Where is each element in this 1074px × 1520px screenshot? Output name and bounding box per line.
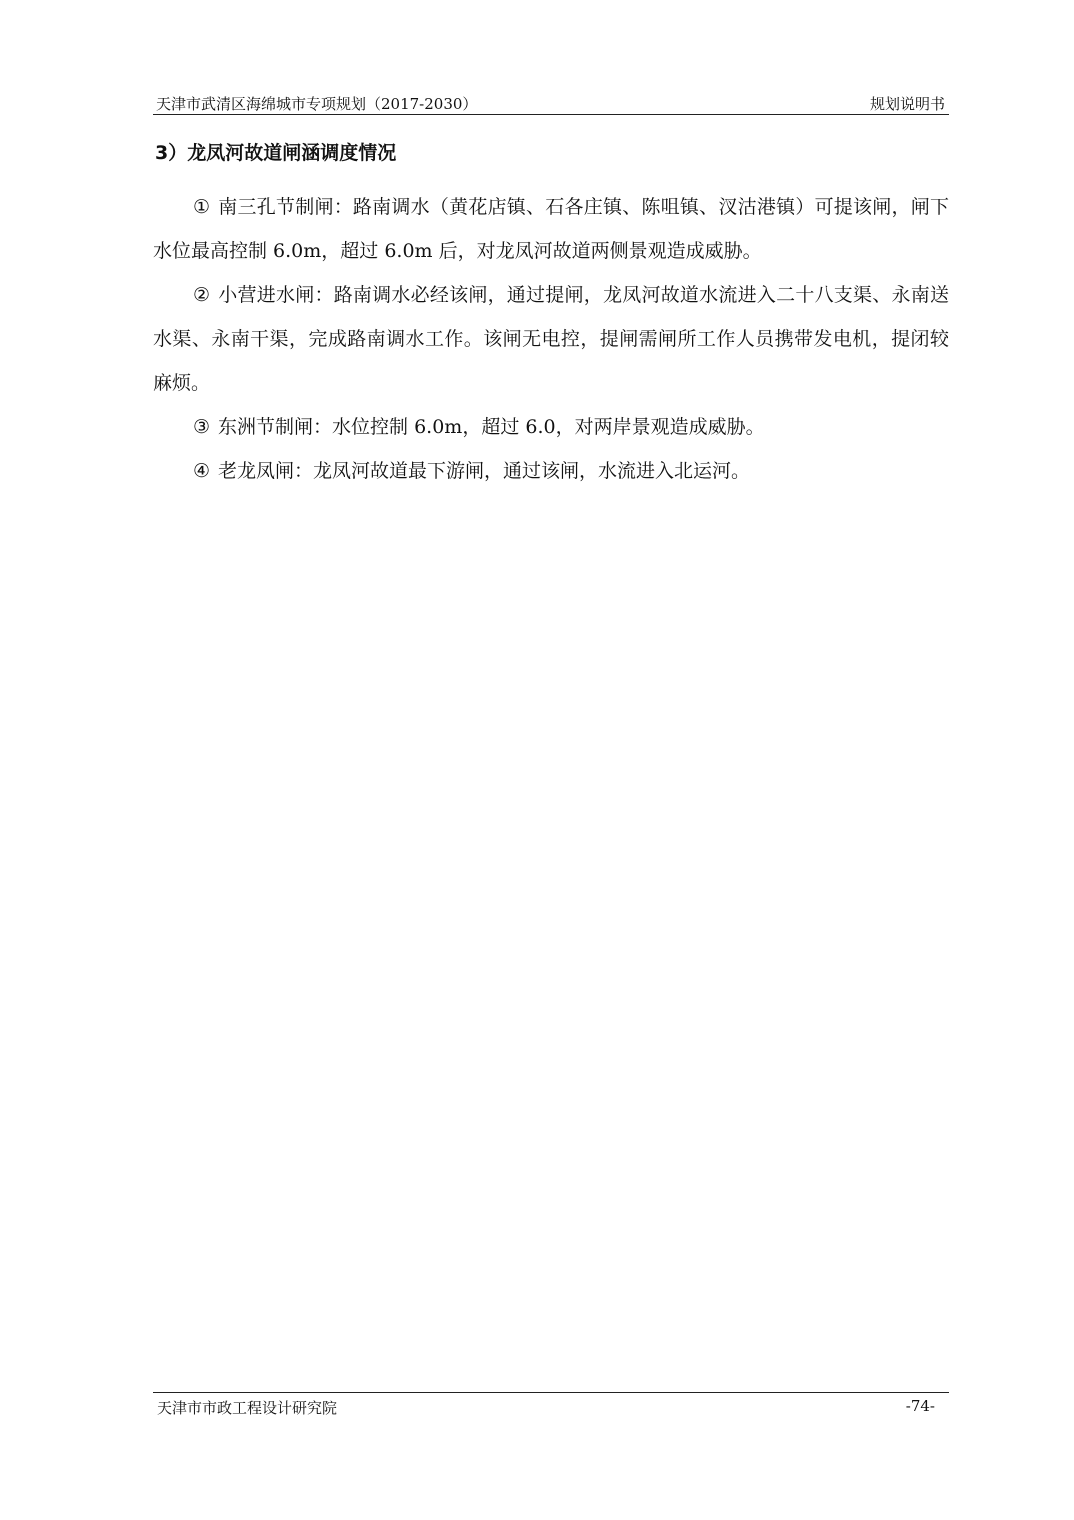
paragraph-marker: ③ bbox=[193, 416, 211, 438]
section-heading: 3）龙凤河故道闸涵调度情况 bbox=[155, 142, 397, 164]
paragraph-gate-1 bbox=[153, 185, 949, 273]
paragraph-marker: ④ bbox=[193, 460, 211, 482]
paragraph-text: 老龙凤闸：龙凤河故道最下游闸，通过该闸，水流进入北运河。 bbox=[218, 460, 751, 482]
footer-organization: 天津市市政工程设计研究院 bbox=[157, 1399, 338, 1417]
page-header bbox=[153, 88, 949, 115]
header-document-type: 规划说明书 bbox=[869, 95, 945, 113]
paragraph-gate-4 bbox=[153, 449, 949, 493]
paragraph-gate-3 bbox=[153, 405, 949, 449]
paragraph-marker: ② bbox=[193, 284, 211, 306]
paragraph-gate-2 bbox=[153, 273, 949, 405]
paragraph-text: 东洲节制闸：水位控制 6.0m，超过 6.0，对两岸景观造成威胁。 bbox=[218, 416, 765, 438]
paragraph-text: 南三孔节制闸：路南调水（黄花店镇、石各庄镇、陈咀镇、汊沽港镇）可提该闸，闸下水位最高控制 6.0m，超过 6.0m 后，对龙凤河故道两侧景观造成威胁。 bbox=[153, 196, 949, 262]
header-document-title: 天津市武清区海绵城市专项规划（2017-2030） bbox=[156, 95, 478, 113]
footer-page-number: -74- bbox=[905, 1397, 935, 1415]
page-content bbox=[153, 133, 949, 493]
page-footer bbox=[153, 1392, 949, 1423]
paragraph-text: 小营进水闸：路南调水必经该闸，通过提闸，龙凤河故道水流进入二十八支渠、永南送水渠、永南干渠，完成路南调水工作。该闸无电控，提闸需闸所工作人员携带发电机，提闭较麻烦。 bbox=[153, 284, 949, 394]
paragraph-marker: ① bbox=[193, 196, 211, 218]
